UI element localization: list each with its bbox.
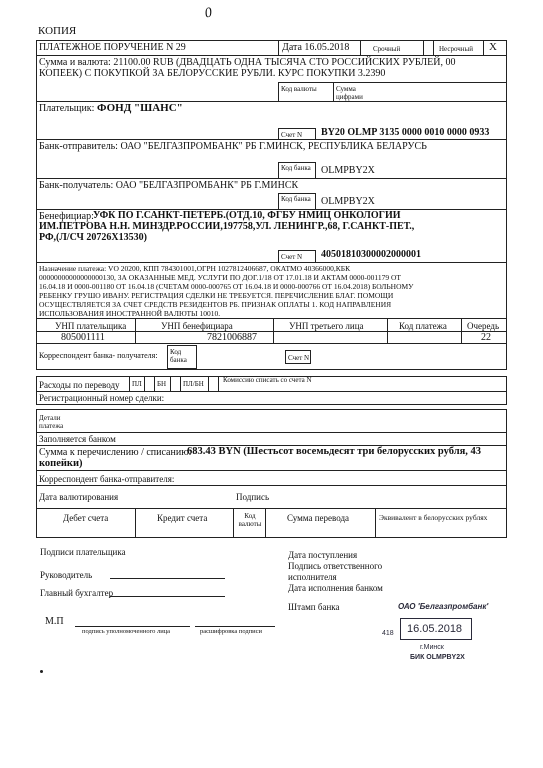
accounting-header-sum: Сумма перевода xyxy=(287,513,350,523)
fee-pl-check[interactable] xyxy=(145,377,155,391)
fees-section xyxy=(36,376,507,392)
details-section xyxy=(36,409,507,433)
fee-bn-label: БН xyxy=(157,380,167,388)
bank-fill-section xyxy=(36,432,507,446)
sender-correspondent-label: Корреспондент банка-отправителя: xyxy=(39,474,175,484)
receiver-bank-code: OLMPBY2X xyxy=(321,196,375,207)
urgent-label: Срочный xyxy=(373,45,401,53)
registration-section xyxy=(36,391,507,405)
receiver-bank-section xyxy=(36,178,507,210)
non-urgent-checkmark: X xyxy=(489,41,497,53)
stamp-place-label: М.П xyxy=(45,616,64,627)
value-date-sign-label: Подпись xyxy=(236,492,270,502)
unp-value-queue: 22 xyxy=(481,332,491,343)
fee-bn-cell xyxy=(155,377,171,391)
accounting-header-currency: Код валюты xyxy=(238,512,262,528)
amount-section xyxy=(36,56,507,102)
transfer-value: 683.43 BYN (Шестьсот восемьдесят три белорусских рубля, 43 xyxy=(187,446,482,457)
payer-label: Плательщик: xyxy=(39,103,95,114)
sum-digits-label: Сумма цифрами xyxy=(336,85,363,101)
payer-account-label: Счет N xyxy=(281,131,303,139)
correspondent-account-cell xyxy=(285,350,311,364)
correspondent-code-label: Код банка xyxy=(170,348,187,364)
stamp-city: г.Минск xyxy=(420,644,444,651)
fee-plbn-check[interactable] xyxy=(209,377,219,391)
payer-section xyxy=(36,101,507,140)
stamp-bank-name: ОАО 'Белгазпромбанк' xyxy=(398,602,489,611)
copy-label: КОПИЯ xyxy=(38,25,77,37)
receiver-bank: Банк-получатель: ОАО "БЕЛГАЗПРОМБАНК" РБ Г.МИНСК xyxy=(39,180,299,191)
purpose-line-3: 16.04.18 И 0000-001180 ОТ 16.04.18 (СЧЕТАМ 0000-000765 ОТ 16.04.18 И 0000-000766 ОТ 16.04.2018) БОЛЬНОМУ xyxy=(39,282,414,291)
correspondent-account-label: Счет N xyxy=(288,354,310,362)
stamp-date: 16.05.2018 xyxy=(407,623,463,635)
beneficiary-account-label: Счет N xyxy=(281,253,303,261)
unp-table xyxy=(36,318,507,344)
unp-header-payment-code: Код платежа xyxy=(399,321,447,331)
accountant-label: Главный бухгалтер xyxy=(40,588,114,598)
responsible-sign-label: Подпись ответственного xyxy=(288,561,383,571)
fee-pl-cell xyxy=(129,377,145,391)
stamp-date-box xyxy=(400,618,472,640)
beneficiary-line-2: ИМ.ПЕТРОВА Н.Н. МИНЗДР.РОССИИ,197758,УЛ. ЛЕНИНГР.,68, Г.САНКТ-ПЕТ., xyxy=(39,221,415,232)
executor-label: исполнителя xyxy=(288,572,337,582)
receiver-bank-code-label: Код банка xyxy=(281,195,311,203)
stamp-bic: БИК OLMPBY2X xyxy=(410,654,465,661)
purpose-section xyxy=(36,262,507,319)
sender-bank-code: OLMPBY2X xyxy=(321,165,375,176)
handwritten-mark: 0 xyxy=(203,5,214,22)
authorized-sign-line xyxy=(75,626,190,627)
purpose-line-1: Назначение платежа: VO 20200, КПП 784301001,ОГРН 1027812406687, ОКАТМО 40366000,КБК xyxy=(39,264,351,273)
transfer-section xyxy=(36,445,507,471)
purpose-line-6: ИСПОЛЬЗОВАНИЯ ИНОСТРАННОЙ ВАЛЮТЫ 10010. xyxy=(39,309,221,318)
beneficiary-account: 40501810300002000001 xyxy=(321,249,421,260)
correspondent-section xyxy=(36,343,507,370)
sender-bank-code-label: Код банка xyxy=(281,164,311,172)
sender-bank-code-label-cell xyxy=(278,162,316,179)
fee-plbn-label: ПЛ/БН xyxy=(183,380,204,388)
value-date-label: Дата валютирования xyxy=(39,492,119,502)
unp-value-beneficiary: 7821006887 xyxy=(207,332,257,343)
stamp-number: 418 xyxy=(382,630,394,637)
fee-pl-label: ПЛ xyxy=(132,380,142,388)
correspondent-label: Корреспондент банка- получателя: xyxy=(39,351,158,360)
beneficiary-label: Бенефициар: xyxy=(39,211,94,222)
purpose-line-2: 00000000000000000130, ЗА ОКАЗАННЫЕ МЕД. УСЛУГИ ПО ДОГ.1/18 ОТ 17.01.18 И АКТАМ 0000-001179 ОТ xyxy=(39,273,401,282)
unp-header-payer: УНП плательщика xyxy=(55,321,127,331)
accountant-sign-line xyxy=(110,596,225,597)
transcript-label: расшифровка подписи xyxy=(200,628,263,635)
bank-fill-label: Заполняется банком xyxy=(39,434,116,444)
unp-header-queue: Очередь xyxy=(467,321,500,331)
unp-header-third-party: УНП третьего лица xyxy=(289,321,364,331)
amount-line-1: Сумма и валюта: 21100.00 RUB (ДВАДЦАТЬ ОДНА ТЫСЯЧА СТО РОССИЙСКИХ РУБЛЕЙ, 00 xyxy=(39,57,456,68)
sender-correspondent-section xyxy=(36,470,507,486)
fees-label: Расходы по переводу xyxy=(39,380,120,390)
bank-stamp-label: Штамп банка xyxy=(288,602,340,612)
title-row xyxy=(36,40,507,56)
transcript-line xyxy=(195,626,275,627)
fee-bn-check[interactable] xyxy=(171,377,181,391)
bank-stamp xyxy=(380,600,500,672)
payer-name: ФОНД "ШАНС" xyxy=(97,102,183,114)
accounting-header-credit: Кредит счета xyxy=(157,513,208,523)
transfer-prefix: Сумма к перечислению / списанию: xyxy=(39,447,192,458)
beneficiary-section xyxy=(36,209,507,263)
payer-account: BY20 OLMP 3135 0000 0010 0000 0933 xyxy=(321,127,490,138)
value-date-section xyxy=(36,485,507,509)
receipt-date-label: Дата поступления xyxy=(288,550,358,560)
director-label: Руководитель xyxy=(40,570,93,580)
correspondent-code-cell xyxy=(167,345,197,369)
receiver-bank-code-label-cell xyxy=(278,193,316,210)
payer-signatures-label: Подписи плательщика xyxy=(40,547,126,557)
accounting-header-equivalent: Эквивалент в белорусских рублях xyxy=(379,513,488,522)
commission-label: Комиссию списать со счета N xyxy=(223,376,312,384)
fee-plbn-cell xyxy=(181,377,209,391)
transfer-value-line-2: копейки) xyxy=(39,458,83,469)
execution-date-label: Дата исполнения банком xyxy=(288,583,383,593)
sender-bank: Банк-отправитель: ОАО "БЕЛГАЗПРОМБАНК" РБ Г.МИНСК, РЕСПУБЛИКА БЕЛАРУСЬ xyxy=(39,141,427,152)
beneficiary-line-3: РФ,(Л/СЧ 20726Х13530) xyxy=(39,232,147,243)
currency-code-cell xyxy=(278,82,334,101)
details-label: Детали платежа xyxy=(39,414,64,430)
non-urgent-label: Несрочный xyxy=(439,45,473,53)
dot-mark xyxy=(40,670,43,673)
authorized-sign-label: подпись уполномоченного лица xyxy=(82,628,171,635)
document-date: Дата 16.05.2018 xyxy=(282,42,350,53)
sender-bank-section xyxy=(36,139,507,179)
amount-line-2: КОПЕЕК) С ПОКУПКОЙ ЗА БЕЛОРУССКИЕ РУБЛИ. КУРС ПОКУПКИ 3.2390 xyxy=(39,68,386,79)
currency-code-label: Код валюты xyxy=(281,85,317,93)
document-title: ПЛАТЕЖНОЕ ПОРУЧЕНИЕ N 29 xyxy=(39,42,186,53)
unp-header-beneficiary: УНП бенефициара xyxy=(161,321,233,331)
accounting-table xyxy=(36,508,507,538)
accounting-header-debit: Дебет счета xyxy=(63,513,109,523)
sum-digits-cell xyxy=(333,82,507,101)
director-sign-line xyxy=(110,578,225,579)
purpose-line-5: ОСУЩЕСТВЛЯЕТСЯ ЗА СЧЕТ СРЕДСТВ РЕЗИДЕНТОВ РБ. ПРИЗНАК ОПЛАТЫ 1. КОД НАПРАВЛЕНИЯ xyxy=(39,300,392,309)
purpose-line-4: РЕБЕНКУ ГРУШО ИВАНУ. РЕГИСТРАЦИЯ СДЕЛКИ НЕ ТРЕБУЕТСЯ. ПЕРЕЧИСЛЕНИЕ БЛАГ. ПОМОЩИ xyxy=(39,291,394,300)
beneficiary-line-1: УФК ПО Г.САНКТ-ПЕТЕРБ.(ОТД.10, ФГБУ НМИЦ ОНКОЛОГИИ xyxy=(93,210,401,221)
registration-label: Регистрационный номер сделки: xyxy=(39,393,165,403)
unp-value-payer: 805001111 xyxy=(61,332,105,343)
